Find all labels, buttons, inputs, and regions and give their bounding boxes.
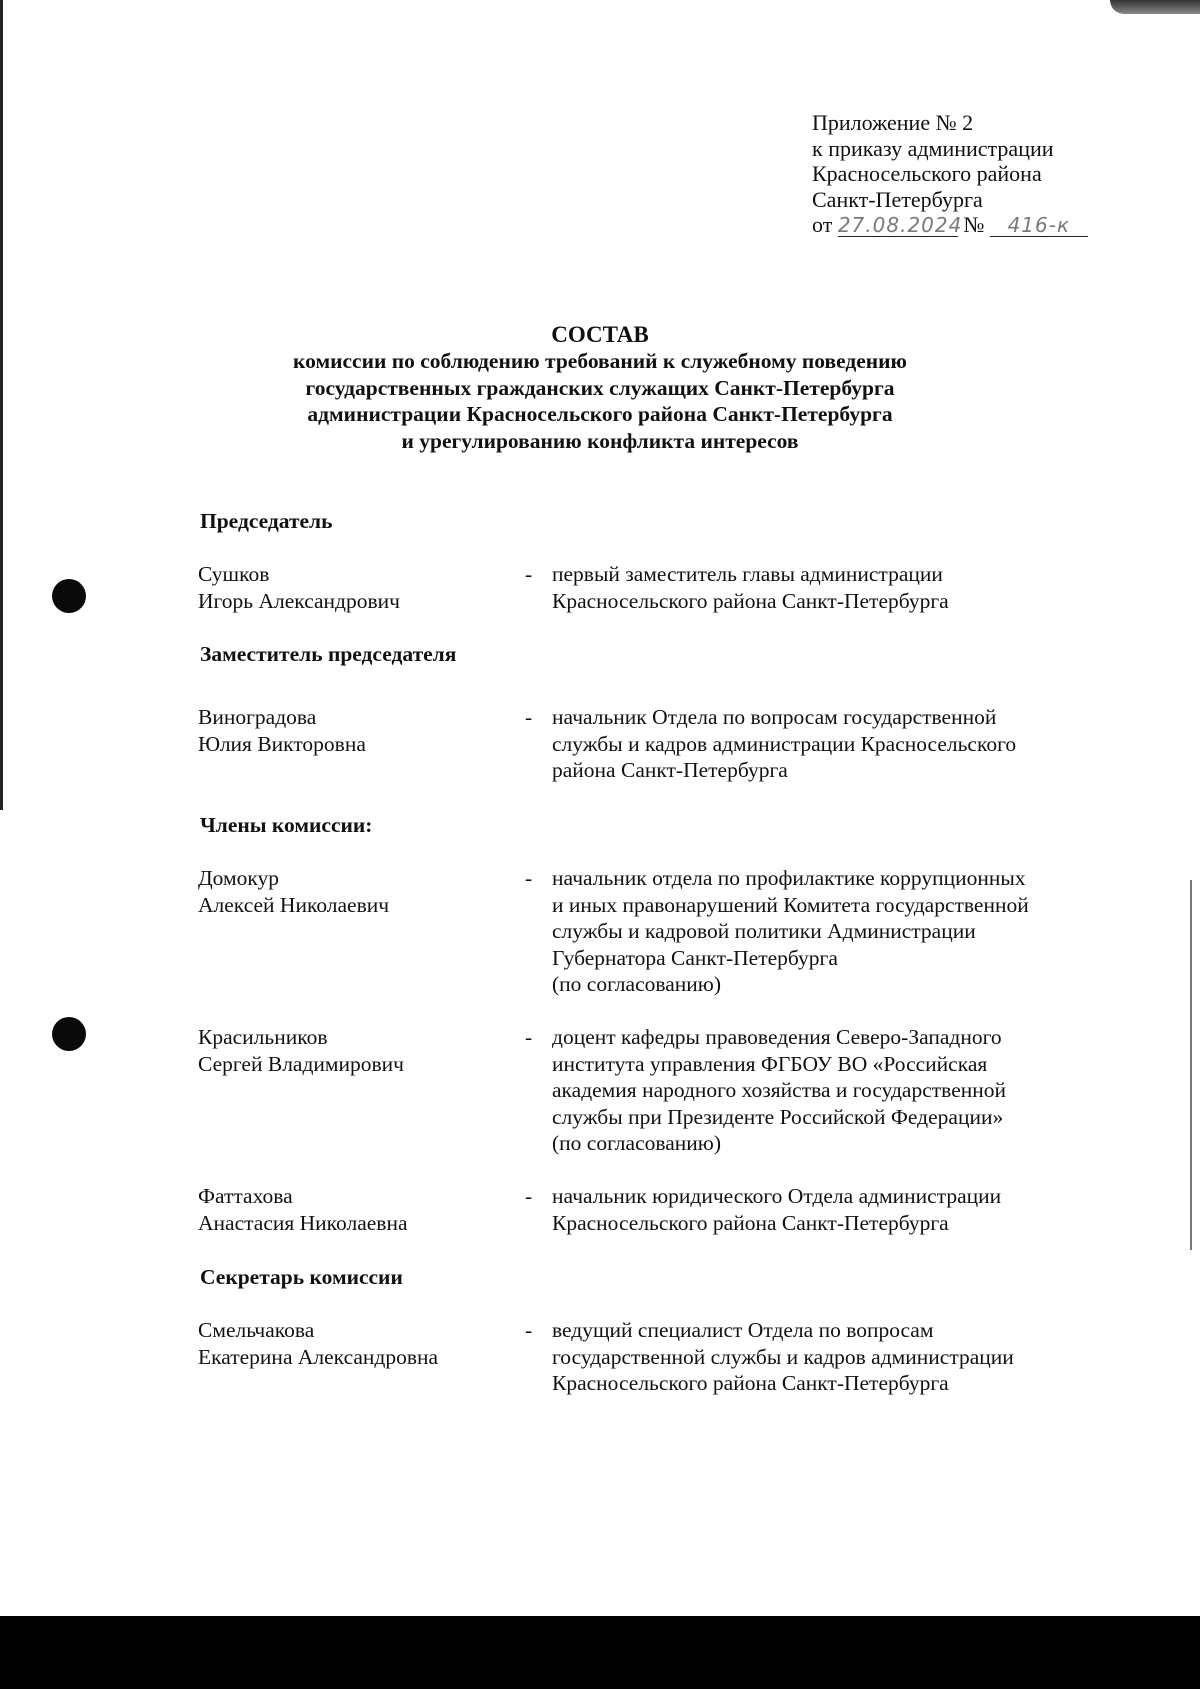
- scan-bottom-bar: [0, 1616, 1200, 1689]
- separator-dash: -: [525, 866, 533, 890]
- document-title: СОСТАВ: [551, 322, 649, 347]
- separator-dash: -: [525, 705, 533, 729]
- separator-dash: -: [525, 562, 533, 586]
- member-name: [198, 1183, 518, 1236]
- member-surname: Смельчакова: [198, 1318, 315, 1342]
- position-line: первый заместитель главы администрации: [552, 562, 943, 586]
- member-given-name: Сергей Владимирович: [198, 1051, 404, 1076]
- appendix-line: к приказу администрации: [812, 135, 1054, 161]
- member-position: [552, 1183, 1112, 1236]
- separator-dash: -: [525, 1184, 533, 1208]
- position-line: Губернатора Санкт-Петербурга: [552, 945, 838, 970]
- member-name: [198, 561, 518, 614]
- position-line: Красносельского района Санкт-Петербурга: [552, 1210, 949, 1235]
- position-line: службы и кадровой политики Администрации: [552, 919, 976, 943]
- section-secretary: Секретарь комиссии: [200, 1265, 403, 1289]
- member-name: [198, 704, 518, 757]
- heading-line: и урегулированию конфликта интересов: [401, 428, 799, 453]
- member-name: [198, 865, 518, 918]
- punch-hole-bottom: [52, 1017, 86, 1051]
- member-position: [552, 1317, 1112, 1397]
- position-line: начальник отдела по профилактике коррупционных: [552, 866, 1026, 890]
- position-line: Красносельского района Санкт-Петербурга: [552, 1371, 949, 1395]
- appendix-line: Санкт-Петербурга: [812, 186, 983, 212]
- member-surname: Фаттахова: [198, 1184, 293, 1208]
- appendix-date-row: [812, 212, 1088, 238]
- separator-dash: -: [525, 1025, 533, 1049]
- scan-corner-mark: [1110, 0, 1200, 14]
- punch-hole-top: [52, 579, 86, 613]
- member-surname: Красильников: [198, 1025, 328, 1049]
- member-given-name: Юлия Викторовна: [198, 731, 366, 756]
- section-members: Члены комиссии:: [200, 813, 373, 837]
- heading-line: администрации Красносельского района Санкт-Петербурга: [307, 402, 893, 426]
- member-given-name: Екатерина Александровна: [198, 1344, 439, 1369]
- appendix-line: Красносельского района: [812, 161, 1042, 186]
- position-line: начальник юридического Отдела администрации: [552, 1184, 1002, 1208]
- scan-edge-right: [1190, 880, 1192, 1250]
- date-prefix: от: [812, 212, 833, 237]
- section-chairman: Председатель: [200, 509, 333, 533]
- member-position: [552, 865, 1112, 998]
- position-line: государственной службы и кадров администрации: [552, 1344, 1014, 1369]
- handwritten-order-number: 416-к: [990, 214, 1088, 237]
- member-name: [198, 1024, 518, 1077]
- member-surname: Виноградова: [198, 705, 317, 729]
- member-position: [552, 1024, 1112, 1157]
- position-line: ведущий специалист Отдела по вопросам: [552, 1318, 934, 1342]
- position-line: доцент кафедры правоведения Северо-Западного: [552, 1025, 1002, 1049]
- position-line: службы и кадров администрации Красносельского: [552, 731, 1017, 756]
- member-given-name: Анастасия Николаевна: [198, 1210, 408, 1235]
- member-surname: Сушков: [198, 562, 270, 586]
- member-position: [552, 704, 1112, 784]
- handwritten-date: 27.08.2024: [837, 213, 963, 237]
- position-line: службы при Президенте Российской Федерации»: [552, 1104, 1004, 1129]
- appendix-block: [812, 110, 1088, 238]
- document-heading: [0, 322, 1200, 454]
- appendix-line: Приложение № 2: [812, 110, 974, 135]
- member-given-name: Алексей Николаевич: [198, 892, 390, 917]
- section-deputy: Заместитель председателя: [200, 642, 457, 666]
- position-line: (по согласованию): [552, 1131, 722, 1155]
- member-name: [198, 1317, 518, 1370]
- heading-line: государственных гражданских служащих Санкт-Петербурга: [305, 375, 895, 400]
- position-line: института управления ФГБОУ ВО «Российская: [552, 1051, 988, 1076]
- separator-dash: -: [525, 1318, 533, 1342]
- position-line: начальник Отдела по вопросам государственной: [552, 705, 997, 729]
- member-surname: Домокур: [198, 866, 280, 890]
- number-sign: №: [963, 212, 985, 237]
- position-line: и иных правонарушений Комитета государственной: [552, 892, 1029, 917]
- position-line: Красносельского района Санкт-Петербурга: [552, 588, 949, 613]
- member-position: [552, 561, 1112, 614]
- member-given-name: Игорь Александрович: [198, 588, 400, 613]
- position-line: (по согласованию): [552, 972, 722, 996]
- position-line: академия народного хозяйства и государственной: [552, 1078, 1006, 1102]
- heading-line: комиссии по соблюдению требований к служебному поведению: [293, 349, 907, 373]
- position-line: района Санкт-Петербурга: [552, 758, 788, 782]
